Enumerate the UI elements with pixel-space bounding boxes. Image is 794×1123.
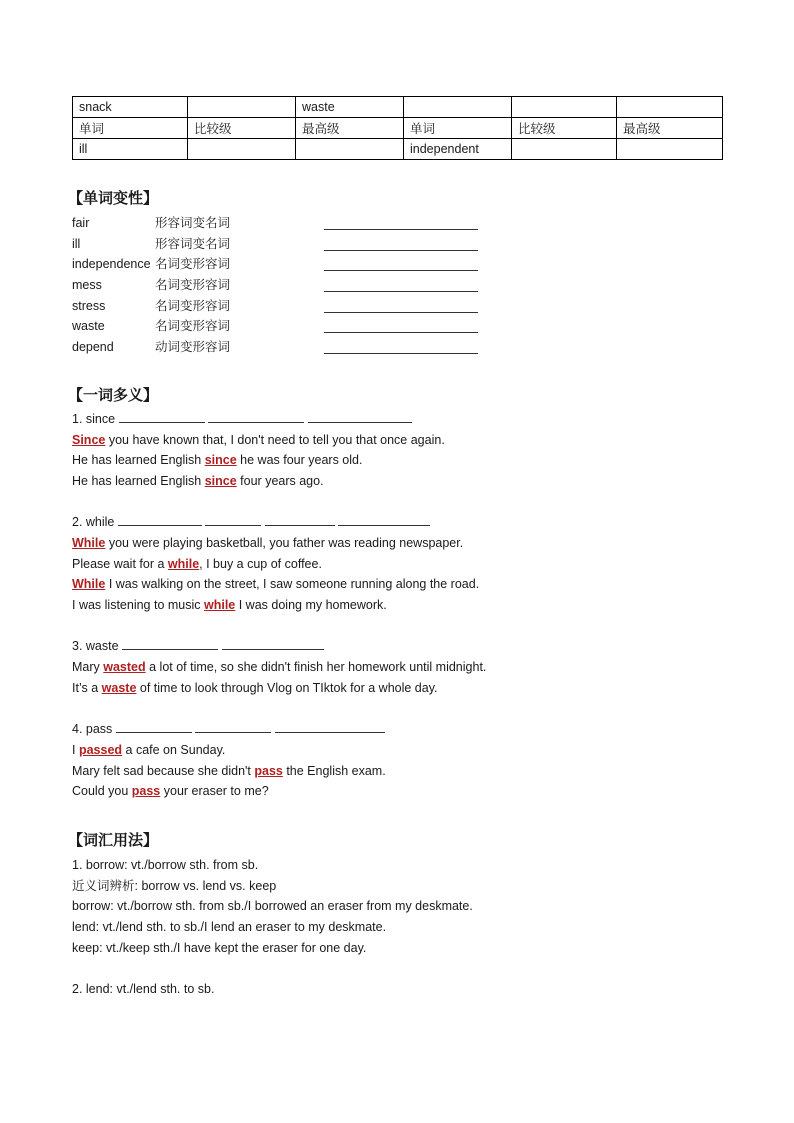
sentence-text: he was four years old.: [236, 453, 363, 468]
sentence-text: I was walking on the street, I saw someone running along the road.: [105, 577, 480, 592]
list-item: [72, 234, 722, 255]
worksheet-page: [68, 96, 722, 1000]
word: stress: [72, 298, 106, 313]
list-item: [72, 254, 722, 275]
answer-blank[interactable]: [324, 275, 478, 292]
sentence-text: of time to look through Vlog on TIktok for a whole day.: [136, 680, 438, 695]
sentence-text: Could you: [72, 784, 132, 799]
sentence-text: , I buy a cup of coffee.: [199, 556, 322, 571]
answer-blank[interactable]: [122, 637, 218, 650]
keyword: While: [72, 577, 106, 592]
keyword: since: [204, 453, 237, 468]
example-sentence: [72, 574, 722, 595]
answer-blank[interactable]: [222, 637, 324, 650]
keyword: wasted: [103, 660, 146, 675]
table-cell: [404, 97, 512, 118]
answer-blank[interactable]: [324, 254, 478, 271]
table-cell: [512, 97, 617, 118]
word: independence: [72, 257, 151, 272]
table-cell: ill: [73, 139, 188, 160]
keyword: since: [204, 473, 237, 488]
heading-text: 4. pass: [72, 722, 113, 737]
word: mess: [72, 278, 102, 293]
list-item: [72, 316, 722, 337]
word: ill: [72, 236, 81, 251]
list-item: [72, 337, 722, 358]
polysemy-heading: [72, 719, 722, 740]
table-header-cell: 单词: [404, 118, 512, 139]
heading-text: 3. waste: [72, 639, 119, 654]
keyword: pass: [254, 763, 283, 778]
sentence-text: He has learned English: [72, 453, 205, 468]
table-header-cell: 单词: [73, 118, 188, 139]
table-cell: independent: [404, 139, 512, 160]
example-sentence: [72, 450, 722, 471]
example-sentence: [72, 657, 722, 678]
polysemy-heading: [72, 409, 722, 430]
sentence-text: four years ago.: [236, 473, 324, 488]
usage-line: borrow: vt./borrow sth. from sb./I borrowed an eraser from my deskmate.: [72, 899, 473, 914]
usage-line: 2. lend: vt./lend sth. to sb.: [72, 982, 215, 996]
table-header-cell: 最高级: [296, 118, 404, 139]
comparison-table: [72, 96, 723, 160]
keyword: passed: [78, 742, 123, 757]
answer-blank[interactable]: [118, 513, 202, 526]
keyword: Since: [72, 432, 106, 447]
example-sentence: [72, 761, 722, 782]
example-sentence: [72, 595, 722, 616]
keyword: while: [204, 598, 236, 612]
answer-blank[interactable]: [324, 213, 478, 230]
answer-blank[interactable]: [195, 720, 271, 733]
heading-text: 2. while: [72, 515, 115, 530]
conversion-type: 动词变形容词: [155, 340, 231, 355]
answer-blank[interactable]: [324, 296, 478, 313]
sentence-text: your eraser to me?: [160, 784, 269, 799]
word: fair: [72, 216, 90, 230]
list-item: [72, 296, 722, 317]
sentence-text: you have known that, I don't need to tell you that once again.: [105, 432, 445, 447]
table-header-cell: 比较级: [188, 118, 296, 139]
answer-blank[interactable]: [324, 337, 478, 354]
table-cell: snack: [73, 97, 188, 118]
sentence-text: Mary felt sad because she didn't: [72, 763, 255, 778]
answer-blank[interactable]: [324, 316, 478, 333]
sentence-text: Please wait for a: [72, 556, 168, 571]
section-title-usage: 【词汇用法】: [68, 830, 159, 849]
example-sentence: [72, 740, 722, 761]
usage-line: keep: vt./keep sth./I have kept the eraser for one day.: [72, 940, 367, 955]
keyword: waste: [101, 680, 137, 695]
sentence-text: I: [72, 742, 79, 757]
word-change-list: [72, 213, 722, 358]
table-cell: [512, 139, 617, 160]
table-cell: [617, 97, 723, 118]
table-cell: [617, 139, 723, 160]
conversion-type: 形容词变名词: [155, 236, 231, 251]
table-cell: [296, 139, 404, 160]
example-sentence: [72, 678, 722, 699]
sentence-text: a lot of time, so she didn't finish her homework until midnight.: [145, 660, 487, 675]
example-sentence: [72, 430, 722, 451]
table-header-cell: 比较级: [512, 118, 617, 139]
answer-blank[interactable]: [119, 410, 205, 423]
table-cell: [188, 139, 296, 160]
sentence-text: Mary: [72, 660, 104, 675]
answer-blank[interactable]: [116, 720, 192, 733]
conversion-type: 名词变形容词: [155, 298, 231, 313]
sentence-text: you were playing basketball, you father was reading newspaper.: [105, 535, 464, 550]
answer-blank[interactable]: [208, 410, 304, 423]
sentence-text: the English exam.: [282, 763, 386, 778]
table-row: [73, 139, 723, 160]
conversion-type: 名词变形容词: [155, 278, 231, 293]
table-header-cell: 最高级: [617, 118, 723, 139]
table-row: [73, 97, 723, 118]
keyword: While: [72, 535, 106, 550]
section-title-word-change: 【单词变性】: [68, 189, 159, 207]
example-sentence: [72, 554, 722, 575]
usage-line: 1. borrow: vt./borrow sth. from sb.: [72, 857, 259, 872]
example-sentence: [72, 533, 722, 554]
sentence-text: It’s a: [72, 680, 102, 695]
conversion-type: 名词变形容词: [155, 257, 231, 272]
table-header-row: [73, 118, 723, 139]
conversion-type: 名词变形容词: [155, 319, 231, 334]
example-sentence: [72, 471, 722, 492]
section-title-polysemy: 【一词多义】: [68, 385, 159, 404]
table-cell: waste: [296, 97, 404, 118]
polysemy-heading: [72, 636, 722, 657]
list-item: [72, 275, 722, 296]
heading-text: 1. since: [72, 411, 116, 426]
answer-blank[interactable]: [338, 513, 430, 526]
word: waste: [72, 319, 105, 334]
table-cell: [188, 97, 296, 118]
polysemy-heading: [72, 512, 722, 533]
answer-blank[interactable]: [275, 720, 385, 733]
list-item: [72, 213, 722, 234]
sentence-text: a cafe on Sunday.: [122, 742, 226, 757]
sentence-text: I was doing my homework.: [235, 598, 387, 612]
keyword: while: [167, 556, 200, 571]
word: depend: [72, 340, 114, 355]
conversion-type: 形容词变名词: [155, 216, 231, 230]
sentence-text: I was listening to music: [72, 598, 204, 612]
answer-blank[interactable]: [324, 234, 478, 251]
keyword: pass: [131, 784, 161, 799]
answer-blank[interactable]: [308, 410, 412, 423]
example-sentence: [72, 781, 722, 802]
sentence-text: He has learned English: [72, 473, 205, 488]
answer-blank[interactable]: [265, 513, 335, 526]
answer-blank[interactable]: [205, 513, 261, 526]
usage-line: lend: vt./lend sth. to sb./I lend an eraser to my deskmate.: [72, 919, 387, 934]
usage-line: 近义词辨析: borrow vs. lend vs. keep: [72, 878, 277, 893]
